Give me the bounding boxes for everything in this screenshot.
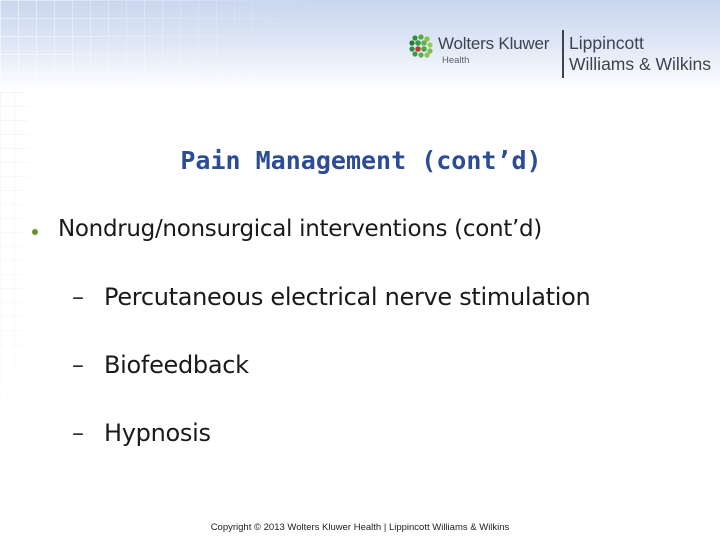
bullet-dot-icon — [32, 229, 38, 235]
sub-item-dash: – — [72, 419, 84, 447]
wolters-kluwer-dot-logo-icon — [406, 32, 434, 60]
sub-item-dash: – — [72, 351, 84, 379]
publisher-logo — [406, 30, 716, 80]
slide-title-text: Pain Management (cont’d) — [180, 146, 542, 175]
brand-name: Wolters Kluwer — [438, 34, 550, 53]
sub-item-text: Hypnosis — [104, 419, 211, 447]
slide-title — [0, 146, 720, 175]
brand-subtitle: Health — [442, 55, 470, 66]
sub-item-text: Biofeedback — [104, 351, 249, 379]
sub-item-dash: – — [72, 283, 84, 311]
sub-item-text: Percutaneous electrical nerve stimulation — [104, 283, 591, 311]
copyright-footer: Copyright © 2013 Wolters Kluwer Health | Lippincott Williams & Wilkins — [210, 522, 510, 533]
bullet-text: Nondrug/nonsurgical interventions (cont’d) — [58, 216, 542, 242]
partner-name-line1: Lippincott — [569, 33, 644, 53]
logo-divider — [562, 30, 564, 78]
partner-name-line2: Williams & Wilkins — [569, 54, 711, 74]
header-grid-pattern — [0, 0, 340, 92]
